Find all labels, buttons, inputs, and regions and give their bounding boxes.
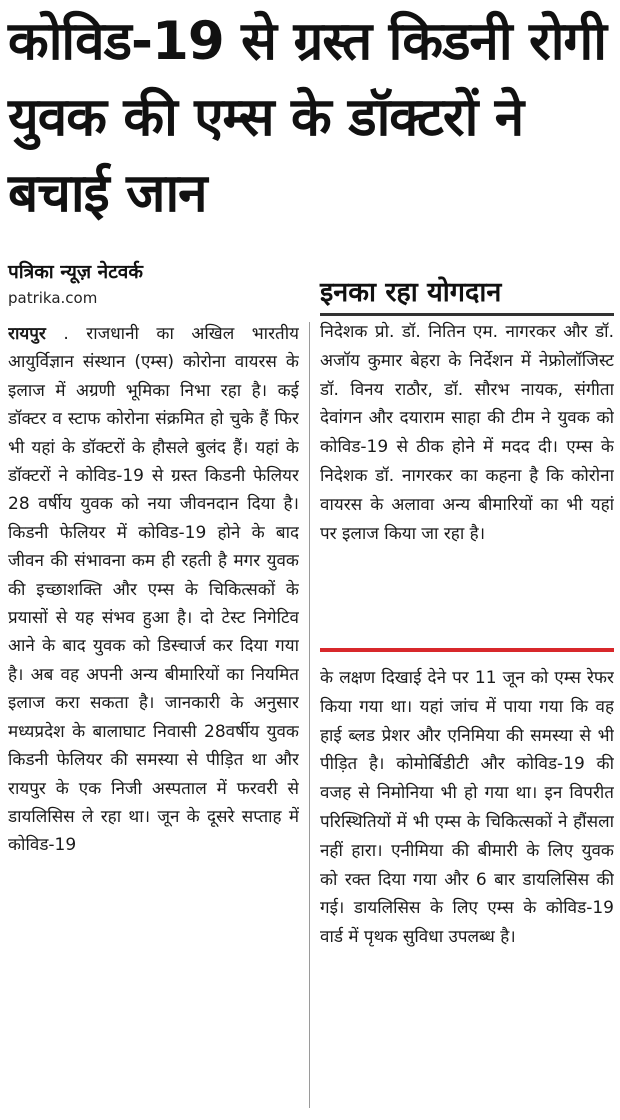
dateline: रायपुर (8, 324, 46, 344)
accent-divider (320, 648, 614, 652)
article-body-right: के लक्षण दिखाई देने पर 11 जून को एम्स रेफर किया गया था। यहां जांच में पाया गया कि वह हाई ब्लड प्रेशर और एनिमिया की समस्या से भी पीड़ित है। कोमोर्बिडीटी और कोविड-19 की वजह से निमोनिया भी हो गया था। इन विपरीत परिस्थितियों में भी एम्स के चिकित्सकों ने हौंसला नहीं हारा। एनीमिया की बीमारी के लिए युवक को रक्त दिया गया और 6 बार डायलिसिस की गई। डायलिसिस के लिए एम्स के कोविड-19 वार्ड में पृथक सुविधा उपलब्ध है। (320, 668, 614, 948)
source-url: patrika.com (8, 289, 98, 307)
headline: कोविड-19 से ग्रस्त किडनी रोगी युवक की एम्स के डॉक्टरों ने बचाई जान (8, 11, 606, 224)
sidebar-top-rule (320, 313, 614, 316)
sidebar-title: इनका रहा योगदान (320, 277, 502, 308)
article-body-left (8, 320, 299, 1110)
column-divider (309, 322, 310, 1108)
byline: पत्रिका न्यूज़ नेटवर्क (8, 261, 143, 283)
sidebar-text: निदेशक प्रो. डॉ. नितिन एम. नागरकर और डॉ. अजॉय कुमार बेहरा के निर्देशन में नेफ्रोलॉजिस्ट डॉ. विनय राठौर, डॉ. सौरभ नायक, संगीता देवांगन और दयाराम साहा की टीम ने युवक को कोविड-19 से ठीक होने में मदद दी। एम्स के निदेशक डॉ. नागरकर का कहना है कि कोरोना वायरस के अलावा अन्य बीमारियों का भी यहां पर इलाज किया जा रहा है। (320, 322, 614, 544)
body-text-left: . राजधानी का अखिल भारतीय आयुर्विज्ञान संस्थान (एम्स) कोरोना वायरस के इलाज में अग्रणी भूमिका निभा रहा है। कई डॉक्टर व स्टाफ कोरोना संक्रमित हो चुके हैं फिर भी यहां के डॉक्टरों के हौसले बुलंद हैं। यहां के डॉक्टरों ने कोविड-19 से ग्रस्त किडनी फेलियर 28 वर्षीय युवक को नया जीवनदान दिया है। किडनी फेलियर में कोविड-19 होने के बाद जीवन की संभावना कम ही रहती है मगर युवक की इच्छाशक्ति और एम्स के चिकित्सकों के प्रयासों से यह संभव हुआ है। दो टेस्ट निगेटिव आने के बाद युवक को डिस्चार्ज कर दिया गया है। अब वह अपनी अन्य बीमारियों का नियमित इलाज करा सकता है। जानकारी के अनुसार मध्यप्रदेश के बालाघाट निवासी 28वर्षीय युवक किडनी फेलियर की समस्या से पीड़ित था और रायपुर के एक निजी अस्पताल में फरवरी से डायलिसिस ले रहा था। जून के दूसरे सप्ताह में कोविड-19 (8, 324, 299, 856)
